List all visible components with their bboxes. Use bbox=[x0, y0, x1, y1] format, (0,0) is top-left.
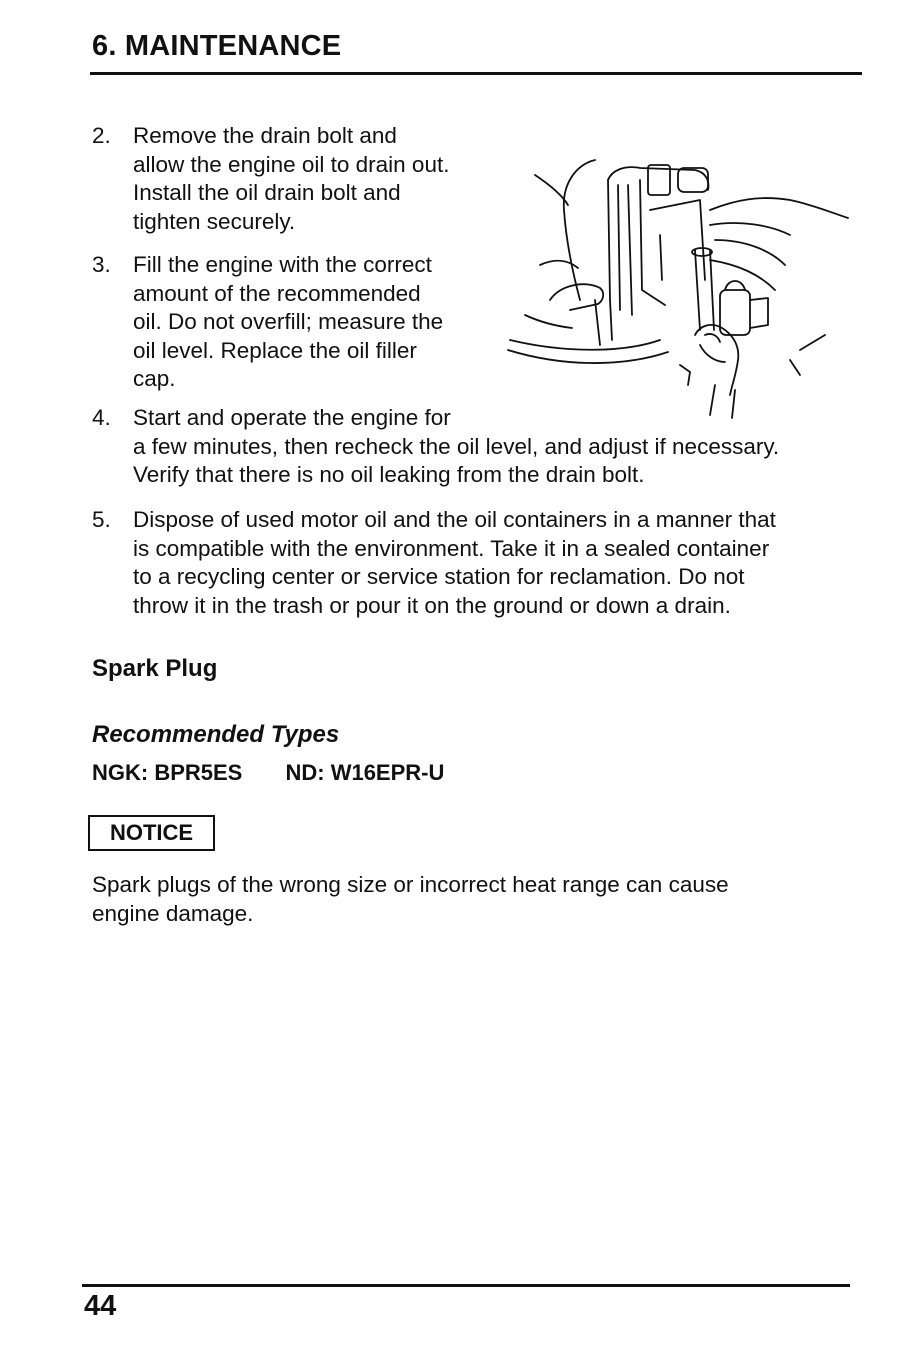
ngk-type: NGK: BPR5ES bbox=[92, 760, 243, 785]
step-line: a few minutes, then recheck the oil level, and adjust if necessary. bbox=[133, 433, 780, 459]
step-number: 5. bbox=[92, 507, 111, 532]
step-line: tighten securely. bbox=[133, 208, 296, 234]
page-header-title: 6. MAINTENANCE bbox=[92, 30, 342, 62]
engine-oil-filler-illustration bbox=[500, 140, 850, 425]
step-line: Dispose of used motor oil and the oil containers in a manner that bbox=[133, 507, 776, 532]
step-line: is compatible with the environment. Take it in a sealed container bbox=[133, 535, 770, 561]
step-line: Verify that there is no oil leaking from the drain bolt. bbox=[133, 462, 645, 488]
notice-label: NOTICE bbox=[109, 820, 194, 845]
step-line: throw it in the trash or pour it on the ground or down a drain. bbox=[133, 592, 731, 618]
subheading-recommended-types: Recommended Types bbox=[92, 721, 340, 748]
step-number: 3. bbox=[92, 252, 111, 277]
page-number: 44 bbox=[84, 1290, 117, 1322]
list-item-step-2 bbox=[92, 122, 449, 236]
list-item-step-5 bbox=[92, 506, 776, 620]
header-rule bbox=[90, 72, 862, 75]
step-line: oil. Do not overfill; measure the bbox=[133, 309, 444, 335]
notice-label-box bbox=[88, 815, 215, 851]
step-line: Fill the engine with the correct bbox=[133, 252, 432, 277]
list-item-step-3 bbox=[92, 251, 443, 394]
step-line: oil level. Replace the oil filler bbox=[133, 337, 417, 363]
step-line: Start and operate the engine for bbox=[133, 405, 451, 430]
footer-rule bbox=[82, 1284, 850, 1287]
nd-type: ND: W16EPR-U bbox=[285, 760, 445, 785]
step-line: to a recycling center or service station for reclamation. Do not bbox=[133, 564, 745, 590]
section-heading-spark-plug: Spark Plug bbox=[92, 655, 218, 682]
step-number: 4. bbox=[92, 405, 111, 430]
step-line: Remove the drain bolt and bbox=[133, 123, 397, 148]
step-line: amount of the recommended bbox=[133, 280, 421, 306]
step-line: cap. bbox=[133, 366, 176, 392]
step-line: allow the engine oil to drain out. bbox=[133, 151, 450, 177]
notice-line: engine damage. bbox=[92, 900, 254, 926]
spark-plug-types bbox=[92, 760, 444, 786]
step-number: 2. bbox=[92, 123, 111, 148]
step-line: Install the oil drain bolt and bbox=[133, 180, 401, 206]
notice-line: Spark plugs of the wrong size or incorrect heat range can cause bbox=[92, 872, 729, 897]
notice-text bbox=[92, 871, 729, 928]
